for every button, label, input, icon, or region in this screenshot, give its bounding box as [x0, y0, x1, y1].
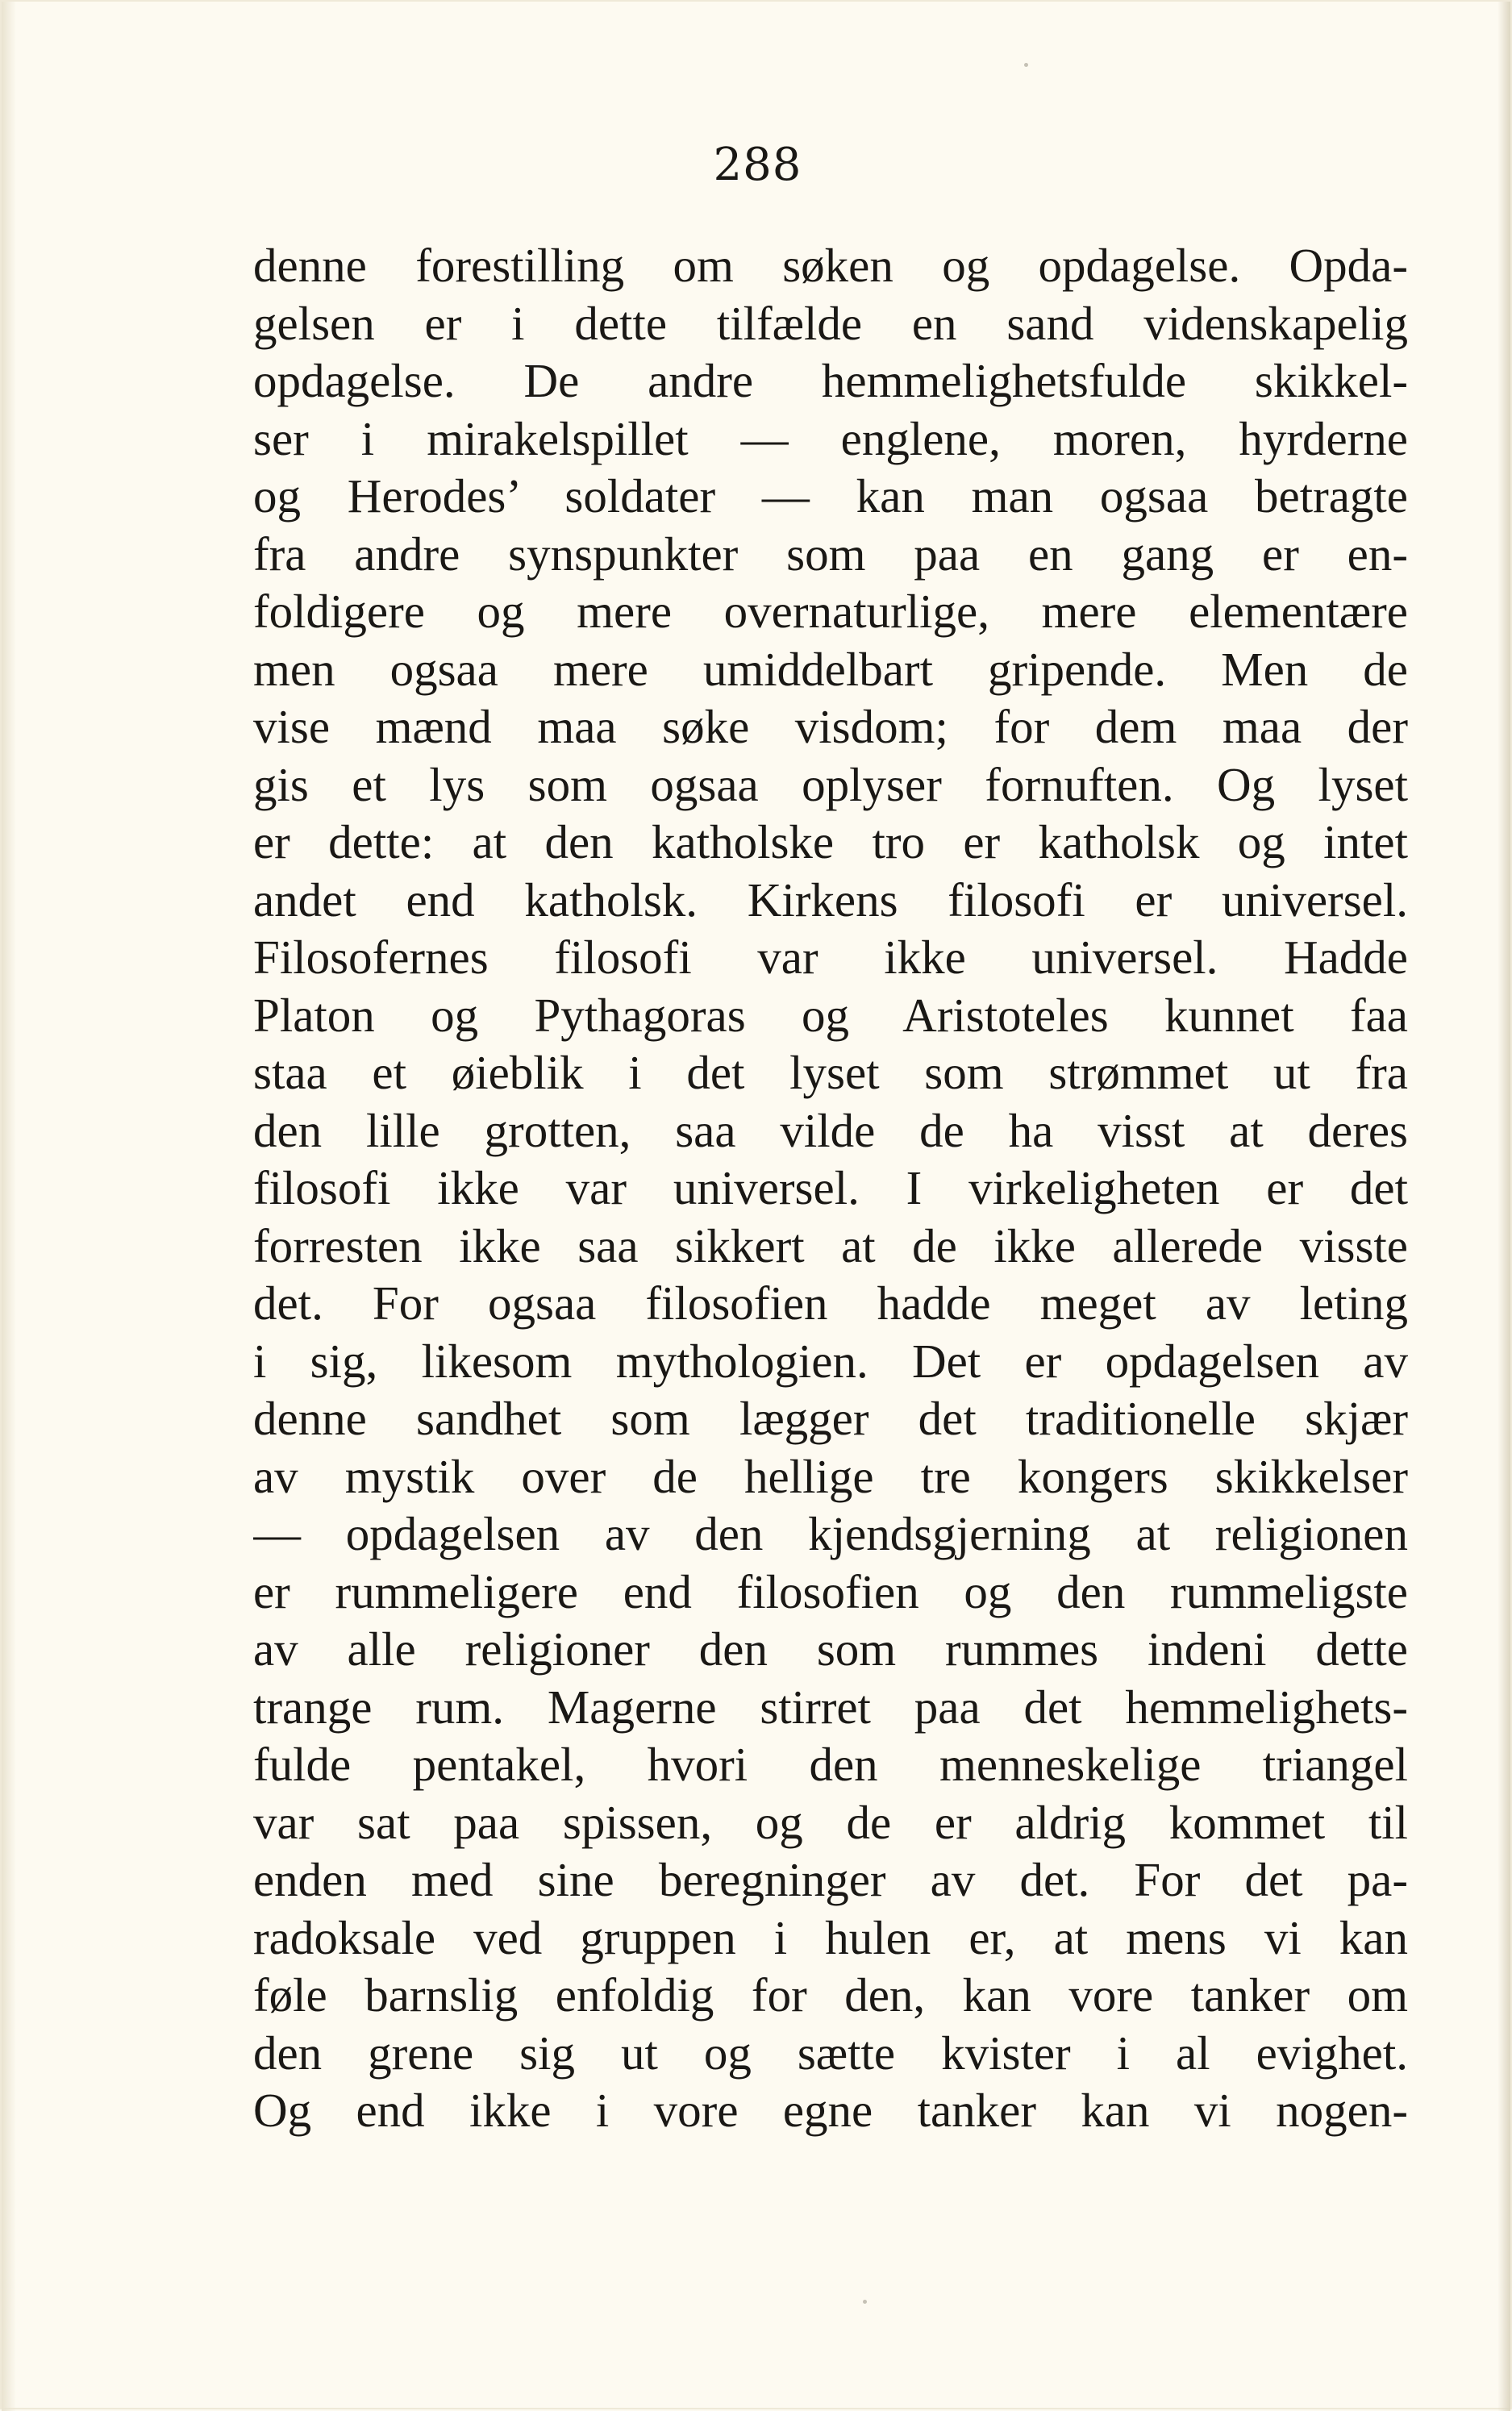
text-line: i sig, likesom mythologien. Det er opdagelsen av — [253, 1334, 1408, 1388]
body-text — [253, 237, 1408, 2140]
text-line: fra andre synspunkter som paa en gang er en- — [253, 527, 1408, 581]
text-line: føle barnslig enfoldig for den, kan vore tanker om — [253, 1968, 1408, 2022]
text-line: av mystik over de hellige tre kongers skikkelser — [253, 1449, 1408, 1503]
text-line: filosofi ikke var universel. I virkeligheten er det — [253, 1161, 1408, 1214]
text-line: gelsen er i dette tilfælde en sand videnskapelig — [253, 296, 1408, 350]
text-line: denne forestilling om søken og opdagelse. Opda- — [253, 239, 1408, 292]
text-line: Platon og Pythagoras og Aristoteles kunnet faa — [253, 988, 1408, 1042]
text-line: er rummeligere end filosofien og den rummeligste — [253, 1564, 1408, 1618]
text-line: Filosofernes filosofi var ikke universel. Hadde — [253, 931, 1408, 984]
text-line: forresten ikke saa sikkert at de ikke allerede visste — [253, 1218, 1408, 1272]
text-line: og Herodes’ soldater — kan man ogsaa betragte — [253, 469, 1408, 523]
text-line: gis et lys som ogsaa oplyser fornuften. Og lyset — [253, 757, 1408, 811]
text-line: den lille grotten, saa vilde de ha visst at deres — [253, 1103, 1408, 1157]
text-line: det. For ogsaa filosofien hadde meget av leting — [253, 1276, 1408, 1330]
paper-speck — [863, 2300, 867, 2304]
text-line: foldigere og mere overnaturlige, mere elementære — [253, 585, 1408, 638]
text-line: Og end ikke i vore egne tanker kan vi nogen- — [253, 2084, 1408, 2137]
text-line: radoksale ved gruppen i hulen er, at mens vi kan — [253, 1910, 1408, 1964]
text-line: — opdagelsen av den kjendsgjerning at religionen — [253, 1507, 1408, 1560]
paper-speck — [1024, 63, 1028, 67]
text-line: er dette: at den katholske tro er katholsk og intet — [253, 815, 1408, 868]
page-number: 288 — [713, 139, 802, 191]
text-line: men ogsaa mere umiddelbart gripende. Men de — [253, 642, 1408, 696]
text-line: denne sandhet som lægger det traditionelle skjær — [253, 1392, 1408, 1445]
text-line: av alle religioner den som rummes indeni dette — [253, 1622, 1408, 1676]
text-line: opdagelse. De andre hemmelighetsfulde skikkel- — [253, 354, 1408, 407]
text-line: fulde pentakel, hvori den menneskelige triangel — [253, 1738, 1408, 1791]
text-line: enden med sine beregninger av det. For det pa- — [253, 1853, 1408, 1906]
text-line: ser i mirakelspillet — englene, moren, hyrderne — [253, 411, 1408, 465]
text-line: staa et øieblik i det lyset som strømmet ut fra — [253, 1046, 1408, 1099]
text-line: den grene sig ut og sætte kvister i al evighet. — [253, 2026, 1408, 2080]
text-line: var sat paa spissen, og de er aldrig kommet til — [253, 1795, 1408, 1849]
text-line: vise mænd maa søke visdom; for dem maa der — [253, 700, 1408, 753]
text-line: andet end katholsk. Kirkens filosofi er universel. — [253, 872, 1408, 927]
page-left-edge-shadow — [2, 2, 16, 2411]
page-right-edge-shadow — [1497, 2, 1510, 2411]
text-line: trange rum. Magerne stirret paa det hemmelighets- — [253, 1680, 1408, 1734]
